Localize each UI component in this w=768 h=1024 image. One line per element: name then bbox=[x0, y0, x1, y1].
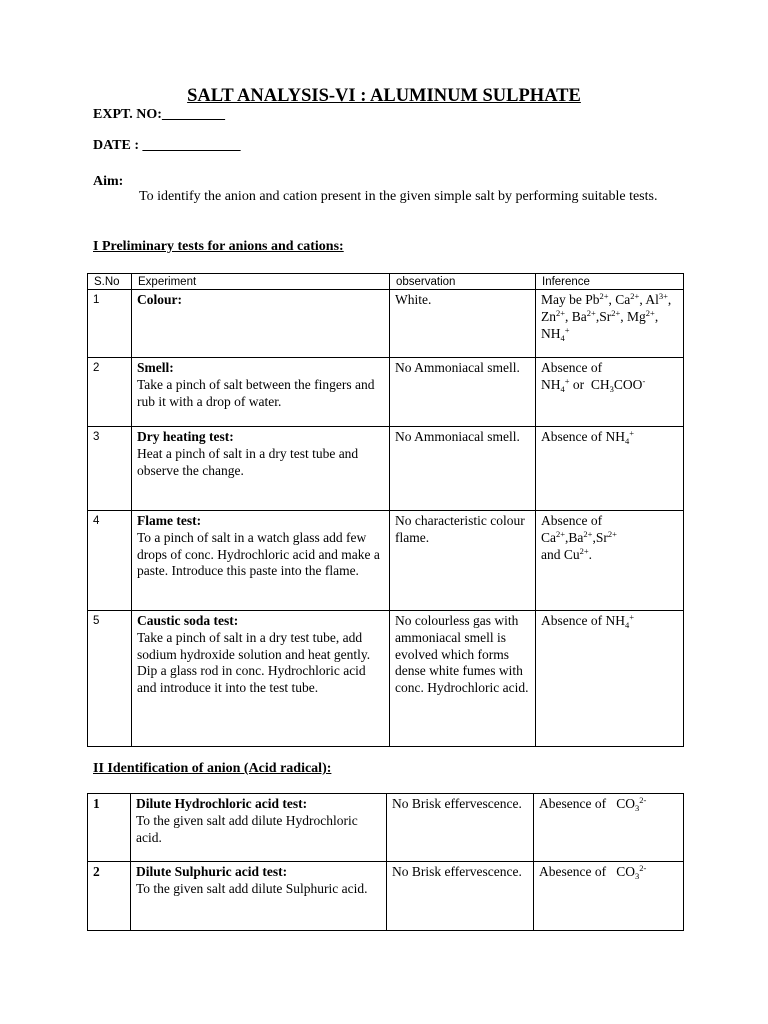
date-blank: ______________ bbox=[142, 138, 241, 153]
table-row bbox=[88, 427, 684, 511]
experiment-description: To the given salt add dilute Sulphuric acid. bbox=[136, 880, 368, 896]
row-experiment bbox=[131, 794, 387, 862]
experiment-title: Colour: bbox=[137, 292, 182, 307]
header-inference: Inference bbox=[536, 274, 684, 290]
section-anion-heading: II Identification of anion (Acid radical): bbox=[93, 761, 332, 776]
row-inference: Absence of $Ca^{2+},Ba^{2+},Sr^{2+}$ and $Cu^{2+}$. bbox=[536, 511, 684, 611]
preliminary-tests-table bbox=[87, 273, 684, 747]
row-inference: Absence of $NH_4^+$ or $CH_3COO^-$ bbox=[536, 358, 684, 427]
row-experiment bbox=[132, 611, 390, 747]
row-observation: No colourless gas with ammoniacal smell is evolved which forms dense white fumes with conc. Hydrochloric acid. bbox=[390, 611, 536, 747]
row-experiment bbox=[132, 290, 390, 358]
experiment-title: Flame test: bbox=[137, 513, 202, 528]
experiment-title: Dilute Hydrochloric acid test: bbox=[136, 796, 308, 811]
row-inference: May be $Pb^{2+}$, $Ca^{2+}$, $Al^{3+}$, $Zn^{2+}$, $Ba^{2+},Sr^{2+}$, $Mg^{2+}$, $NH_4^+$ bbox=[536, 290, 684, 358]
experiment-description: Take a pinch of salt between the fingers and rub it with a drop of water. bbox=[137, 376, 375, 409]
experiment-description: To the given salt add dilute Hydrochloric acid. bbox=[136, 812, 358, 845]
row-observation: No Ammoniacal smell. bbox=[390, 427, 536, 511]
date-label: DATE : bbox=[93, 138, 143, 153]
row-sno: 1 bbox=[88, 290, 132, 358]
aim-text: To identify the anion and cation present in the given simple salt by performing suitable tests. bbox=[139, 189, 658, 204]
experiment-title: Caustic soda test: bbox=[137, 613, 239, 628]
row-experiment bbox=[132, 427, 390, 511]
experiment-title: Dry heating test: bbox=[137, 429, 234, 444]
row-inference: Abesence of $CO_3^{2-}$ bbox=[534, 862, 684, 931]
row-experiment bbox=[132, 511, 390, 611]
row-observation: No Ammoniacal smell. bbox=[390, 358, 536, 427]
row-inference: Abesence of $CO_3^{2-}$ bbox=[534, 794, 684, 862]
header-observation: observation bbox=[390, 274, 536, 290]
row-sno: 3 bbox=[88, 427, 132, 511]
expt-label: EXPT. NO: bbox=[93, 107, 162, 122]
header-sno: S.No bbox=[88, 274, 132, 290]
table-row bbox=[88, 358, 684, 427]
table-row bbox=[88, 611, 684, 747]
row-inference: Absence of $NH_4^+$ bbox=[536, 611, 684, 747]
row-sno: 4 bbox=[88, 511, 132, 611]
row-sno: 2 bbox=[88, 358, 132, 427]
row-inference: Absence of $NH_4^+$ bbox=[536, 427, 684, 511]
row-sno: 1 bbox=[88, 794, 131, 862]
page-title: SALT ANALYSIS-VI : ALUMINUM SULPHATE bbox=[187, 86, 581, 106]
anion-tests-table bbox=[87, 793, 684, 931]
experiment-description: Heat a pinch of salt in a dry test tube and observe the change. bbox=[137, 445, 359, 478]
experiment-title: Smell: bbox=[137, 360, 174, 375]
table-header-row bbox=[88, 274, 684, 290]
row-sno: 5 bbox=[88, 611, 132, 747]
table-row bbox=[88, 862, 684, 931]
section-preliminary-heading: I Preliminary tests for anions and cations: bbox=[93, 239, 344, 254]
experiment-number-field bbox=[93, 107, 225, 123]
header-experiment: Experiment bbox=[132, 274, 390, 290]
table-row bbox=[88, 794, 684, 862]
row-observation: No Brisk effervescence. bbox=[387, 862, 534, 931]
aim-label: Aim: bbox=[93, 174, 124, 189]
row-experiment bbox=[132, 358, 390, 427]
row-sno: 2 bbox=[88, 862, 131, 931]
table-row bbox=[88, 511, 684, 611]
row-experiment bbox=[131, 862, 387, 931]
experiment-description: To a pinch of salt in a watch glass add few drops of conc. Hydrochloric acid and make a paste. Introduce this paste into the flame. bbox=[137, 529, 380, 579]
row-observation: No Brisk effervescence. bbox=[387, 794, 534, 862]
row-observation: No characteristic colour flame. bbox=[390, 511, 536, 611]
expt-blank: _________ bbox=[161, 107, 225, 122]
experiment-description: Take a pinch of salt in a dry test tube, add sodium hydroxide solution and heat gently. Dip a glass rod in conc. Hydrochloric acid and introduce it into the test tube. bbox=[137, 629, 371, 696]
table-row bbox=[88, 290, 684, 358]
row-observation: White. bbox=[390, 290, 536, 358]
experiment-title: Dilute Sulphuric acid test: bbox=[136, 864, 288, 879]
date-field bbox=[93, 138, 241, 154]
